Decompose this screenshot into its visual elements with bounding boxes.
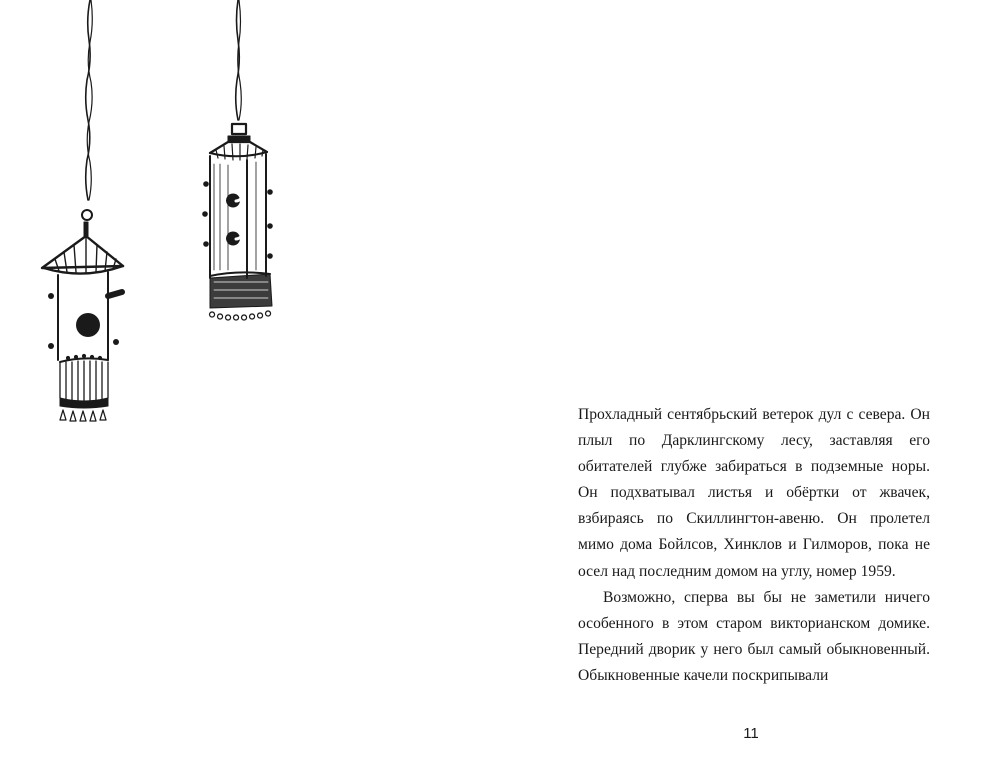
right-birdhouse-body-icon: [202, 154, 273, 320]
page-number: 11: [743, 725, 759, 742]
left-birdhouse-body-icon: [48, 272, 122, 421]
right-chain-icon: [236, 0, 242, 120]
left-chain-icon: [82, 0, 92, 220]
hanging-birdhouses-illustration: [0, 0, 320, 440]
body-text: [578, 402, 930, 689]
paragraph-1: Прохладный сентябрьский ветерок дул с севера. Он плыл по Дарклингскому лесу, заставляя его обитателей глубже забираться в подземные норы. Он подхватывал листья и обёртки от жвачек, взбираясь по Скиллингтон-авеню. Он пролетел мимо дома Бойлсов, Хинклов и Гилморов, пока не осел над последним домом на углу, номер 1959.: [578, 406, 930, 580]
left-birdhouse-roof-icon: [42, 222, 123, 274]
right-birdhouse-roof-icon: [210, 124, 267, 160]
paragraph-2: Возможно, сперва вы бы не заметили ничего особенного в этом старом викторианском домике. Передний дворик у него был самый обыкновенный. Обыкновенные качели поскрипывали: [578, 588, 930, 684]
